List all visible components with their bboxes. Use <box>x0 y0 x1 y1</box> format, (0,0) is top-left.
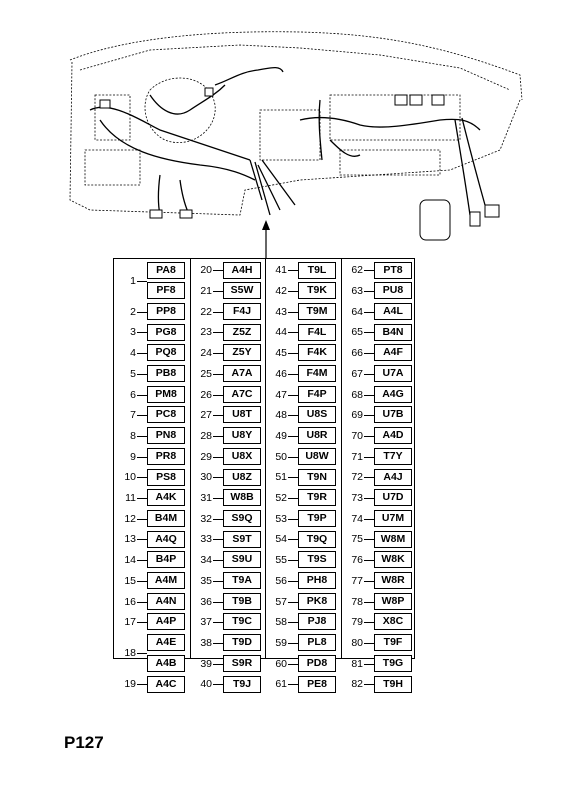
connector-code: A4M <box>147 572 185 589</box>
row-number: 41 <box>275 264 287 277</box>
page-code: P127 <box>64 733 104 752</box>
leader-line <box>213 602 223 603</box>
row-number: 70 <box>351 429 363 442</box>
row-number: 27 <box>200 409 212 422</box>
leader-line <box>288 270 298 271</box>
leader-line <box>137 281 147 282</box>
leader-line <box>288 395 298 396</box>
connector-code: T9Q <box>298 531 336 548</box>
row-number: 52 <box>275 492 287 505</box>
connector-code: PN8 <box>147 427 185 444</box>
leader-line <box>137 622 147 623</box>
connector-code: X8C <box>374 613 412 630</box>
leader-line <box>137 653 147 654</box>
row-number: 60 <box>275 657 287 670</box>
leader-line <box>213 581 223 582</box>
leader-line <box>288 312 298 313</box>
connector-code: W8B <box>223 489 261 506</box>
leader-line <box>137 436 147 437</box>
connector-code: A4G <box>374 386 412 403</box>
row-number: 76 <box>351 554 363 567</box>
leader-line <box>213 457 223 458</box>
connector-code: F4K <box>298 344 336 361</box>
row-number: 44 <box>275 326 287 339</box>
column-divider <box>265 259 266 658</box>
leader-line <box>364 415 374 416</box>
connector-code: U7B <box>374 406 412 423</box>
leader-line <box>213 436 223 437</box>
connector-code: W8M <box>374 531 412 548</box>
leader-line <box>364 436 374 437</box>
row-number: 43 <box>275 305 287 318</box>
connector-code: PP8 <box>147 303 185 320</box>
connector-code: PU8 <box>374 282 412 299</box>
connector-code: A4Q <box>147 531 185 548</box>
leader-line <box>288 477 298 478</box>
connector-code: PL8 <box>298 634 336 651</box>
connector-code: A4K <box>147 489 185 506</box>
row-number: 2 <box>130 305 136 318</box>
leader-line <box>213 519 223 520</box>
row-number: 59 <box>275 636 287 649</box>
connector-code: A4P <box>147 613 185 630</box>
row-number: 10 <box>124 471 136 484</box>
leader-line <box>288 291 298 292</box>
row-number: 18 <box>124 647 136 660</box>
row-number: 36 <box>200 595 212 608</box>
connector-code: PQ8 <box>147 344 185 361</box>
row-number: 14 <box>124 554 136 567</box>
connector-code: B4P <box>147 551 185 568</box>
row-number: 12 <box>124 512 136 525</box>
row-number: 81 <box>351 657 363 670</box>
row-number: 57 <box>275 595 287 608</box>
connector-code: F4L <box>298 324 336 341</box>
connector-code: PD8 <box>298 655 336 672</box>
connector-code: U8S <box>298 406 336 423</box>
row-number: 33 <box>200 533 212 546</box>
leader-line <box>364 312 374 313</box>
leader-line <box>364 664 374 665</box>
row-number: 62 <box>351 264 363 277</box>
row-number: 75 <box>351 533 363 546</box>
row-number: 65 <box>351 326 363 339</box>
connector-code: S9U <box>223 551 261 568</box>
leader-line <box>213 477 223 478</box>
row-number: 25 <box>200 367 212 380</box>
connector-code: PT8 <box>374 262 412 279</box>
leader-line <box>288 560 298 561</box>
connector-code: W8P <box>374 593 412 610</box>
leader-line <box>137 560 147 561</box>
row-number: 3 <box>130 326 136 339</box>
row-number: 24 <box>200 347 212 360</box>
leader-line <box>288 374 298 375</box>
connector-code: T9A <box>223 572 261 589</box>
leader-line <box>213 560 223 561</box>
leader-line <box>288 519 298 520</box>
row-number: 11 <box>125 492 136 505</box>
leader-line <box>288 436 298 437</box>
leader-line <box>213 270 223 271</box>
connector-code: T9B <box>223 593 261 610</box>
leader-line <box>288 498 298 499</box>
row-number: 31 <box>200 492 212 505</box>
row-number: 16 <box>124 595 136 608</box>
row-number: 42 <box>275 285 287 298</box>
row-number: 19 <box>124 678 136 691</box>
leader-line <box>288 581 298 582</box>
leader-line <box>364 519 374 520</box>
connector-code: PF8 <box>147 282 185 299</box>
connector-code: S9Q <box>223 510 261 527</box>
row-number: 73 <box>351 492 363 505</box>
leader-line <box>288 643 298 644</box>
connector-code: U8Y <box>223 427 261 444</box>
row-number: 23 <box>200 326 212 339</box>
leader-line <box>137 353 147 354</box>
connector-code: T9L <box>298 262 336 279</box>
row-number: 35 <box>200 574 212 587</box>
connector-code: T9G <box>374 655 412 672</box>
row-number: 26 <box>200 388 212 401</box>
connector-code: U8T <box>223 406 261 423</box>
connector-code: PS8 <box>147 469 185 486</box>
leader-line <box>364 477 374 478</box>
leader-line <box>364 353 374 354</box>
row-number: 30 <box>200 471 212 484</box>
row-number: 72 <box>351 471 363 484</box>
connector-code: U8X <box>223 448 261 465</box>
row-number: 28 <box>200 429 212 442</box>
row-number: 8 <box>130 429 136 442</box>
column-divider <box>341 259 342 658</box>
connector-code: T9N <box>298 469 336 486</box>
row-number: 15 <box>124 574 136 587</box>
connector-code: PJ8 <box>298 613 336 630</box>
connector-code: A4E <box>147 634 185 651</box>
connector-code: A4J <box>374 469 412 486</box>
leader-line <box>137 457 147 458</box>
connector-code: S9T <box>223 531 261 548</box>
row-number: 4 <box>130 347 136 360</box>
row-number: 50 <box>275 450 287 463</box>
connector-code: PH8 <box>298 572 336 589</box>
leader-line <box>213 622 223 623</box>
connector-code: PR8 <box>147 448 185 465</box>
row-number: 39 <box>200 657 212 670</box>
row-number: 1 <box>130 274 136 287</box>
leader-line <box>137 332 147 333</box>
leader-line <box>213 684 223 685</box>
row-number: 37 <box>200 616 212 629</box>
row-number: 5 <box>130 367 136 380</box>
connector-code: T9P <box>298 510 336 527</box>
connector-code: A4N <box>147 593 185 610</box>
connector-code: F4P <box>298 386 336 403</box>
connector-code: T9M <box>298 303 336 320</box>
row-number: 51 <box>275 471 287 484</box>
connector-code: A7A <box>223 365 261 382</box>
leader-line <box>288 664 298 665</box>
row-number: 74 <box>351 512 363 525</box>
row-number: 48 <box>275 409 287 422</box>
connector-code: T9C <box>223 613 261 630</box>
row-number: 47 <box>275 388 287 401</box>
row-number: 55 <box>275 554 287 567</box>
connector-code: Z5Y <box>223 344 261 361</box>
leader-line <box>137 477 147 478</box>
row-number: 77 <box>351 574 363 587</box>
leader-line <box>364 270 374 271</box>
connector-code: F4J <box>223 303 261 320</box>
connector-code: Z5Z <box>223 324 261 341</box>
leader-line <box>137 539 147 540</box>
leader-line <box>137 602 147 603</box>
row-number: 67 <box>351 367 363 380</box>
row-number: 71 <box>351 450 363 463</box>
leader-line <box>364 560 374 561</box>
leader-line <box>364 395 374 396</box>
row-number: 49 <box>275 429 287 442</box>
connector-code: A7C <box>223 386 261 403</box>
leader-line <box>137 519 147 520</box>
leader-line <box>364 581 374 582</box>
leader-line <box>288 684 298 685</box>
row-number: 61 <box>275 678 287 691</box>
leader-line <box>213 374 223 375</box>
leader-line <box>288 457 298 458</box>
leader-line <box>213 291 223 292</box>
connector-code: T9J <box>223 676 261 693</box>
connector-code: B4N <box>374 324 412 341</box>
connector-code: A4F <box>374 344 412 361</box>
connector-code: U8R <box>298 427 336 444</box>
leader-line <box>137 581 147 582</box>
row-number: 45 <box>275 347 287 360</box>
connector-code: U8Z <box>223 469 261 486</box>
leader-line <box>137 395 147 396</box>
row-number: 54 <box>275 533 287 546</box>
leader-line <box>364 374 374 375</box>
connector-code: PG8 <box>147 324 185 341</box>
leader-line <box>213 643 223 644</box>
column-divider <box>190 259 191 658</box>
connector-code: PB8 <box>147 365 185 382</box>
row-number: 40 <box>200 678 212 691</box>
leader-line <box>213 353 223 354</box>
connector-code: T9R <box>298 489 336 506</box>
connector-code: W8R <box>374 572 412 589</box>
connector-code: PM8 <box>147 386 185 403</box>
leader-line <box>288 602 298 603</box>
connector-code: A4C <box>147 676 185 693</box>
leader-line <box>288 539 298 540</box>
connector-code: A4L <box>374 303 412 320</box>
leader-line <box>213 539 223 540</box>
leader-line <box>137 684 147 685</box>
row-number: 63 <box>351 285 363 298</box>
connector-code: F4M <box>298 365 336 382</box>
connector-code: A4D <box>374 427 412 444</box>
leader-line <box>213 395 223 396</box>
connector-code: S9R <box>223 655 261 672</box>
leader-line <box>137 374 147 375</box>
leader-line <box>137 498 147 499</box>
connector-code: T9F <box>374 634 412 651</box>
dashboard-harness-illustration <box>0 0 566 260</box>
connector-code: T9S <box>298 551 336 568</box>
connector-code: U7D <box>374 489 412 506</box>
leader-line <box>213 332 223 333</box>
harness-wires <box>90 68 485 215</box>
connector-code: W8K <box>374 551 412 568</box>
row-number: 9 <box>130 450 136 463</box>
leader-line <box>213 312 223 313</box>
leader-line <box>364 602 374 603</box>
leader-line <box>288 622 298 623</box>
connector-code: PE8 <box>298 676 336 693</box>
row-number: 64 <box>351 305 363 318</box>
leader-line <box>213 664 223 665</box>
leader-line <box>288 332 298 333</box>
row-number: 46 <box>275 367 287 380</box>
connector-code: U7A <box>374 365 412 382</box>
row-number: 69 <box>351 409 363 422</box>
connector-code: PA8 <box>147 262 185 279</box>
connector-code: T9H <box>374 676 412 693</box>
connector-code: B4M <box>147 510 185 527</box>
leader-line <box>288 415 298 416</box>
leader-line <box>364 643 374 644</box>
leader-line <box>288 353 298 354</box>
pointer-arrowhead <box>262 220 270 230</box>
row-number: 38 <box>200 636 212 649</box>
row-number: 21 <box>200 285 212 298</box>
row-number: 82 <box>351 678 363 691</box>
connector-table <box>113 258 415 691</box>
connector-code: PK8 <box>298 593 336 610</box>
row-number: 68 <box>351 388 363 401</box>
leader-line <box>364 684 374 685</box>
connector-code: T9D <box>223 634 261 651</box>
leader-line <box>364 498 374 499</box>
row-number: 80 <box>351 636 363 649</box>
connector-code: T7Y <box>374 448 412 465</box>
harness-connectors <box>100 88 499 240</box>
connector-code: A4H <box>223 262 261 279</box>
row-number: 79 <box>351 616 363 629</box>
row-number: 53 <box>275 512 287 525</box>
leader-line <box>213 498 223 499</box>
row-number: 22 <box>200 305 212 318</box>
row-number: 7 <box>130 409 136 422</box>
connector-code: T9K <box>298 282 336 299</box>
leader-line <box>364 291 374 292</box>
connector-code: U7M <box>374 510 412 527</box>
row-number: 17 <box>124 616 136 629</box>
dashboard-outline <box>70 32 522 215</box>
row-number: 13 <box>124 533 136 546</box>
leader-line <box>213 415 223 416</box>
leader-line <box>364 539 374 540</box>
row-number: 29 <box>200 450 212 463</box>
connector-code: A4B <box>147 655 185 672</box>
row-number: 32 <box>200 512 212 525</box>
row-number: 66 <box>351 347 363 360</box>
row-number: 34 <box>200 554 212 567</box>
leader-line <box>364 622 374 623</box>
leader-line <box>137 415 147 416</box>
row-number: 20 <box>200 264 212 277</box>
connector-code: U8W <box>298 448 336 465</box>
row-number: 58 <box>275 616 287 629</box>
connector-code: S5W <box>223 282 261 299</box>
row-number: 6 <box>130 388 136 401</box>
row-number: 56 <box>275 574 287 587</box>
leader-line <box>137 312 147 313</box>
leader-line <box>364 332 374 333</box>
leader-line <box>364 457 374 458</box>
connector-code: PC8 <box>147 406 185 423</box>
row-number: 78 <box>351 595 363 608</box>
